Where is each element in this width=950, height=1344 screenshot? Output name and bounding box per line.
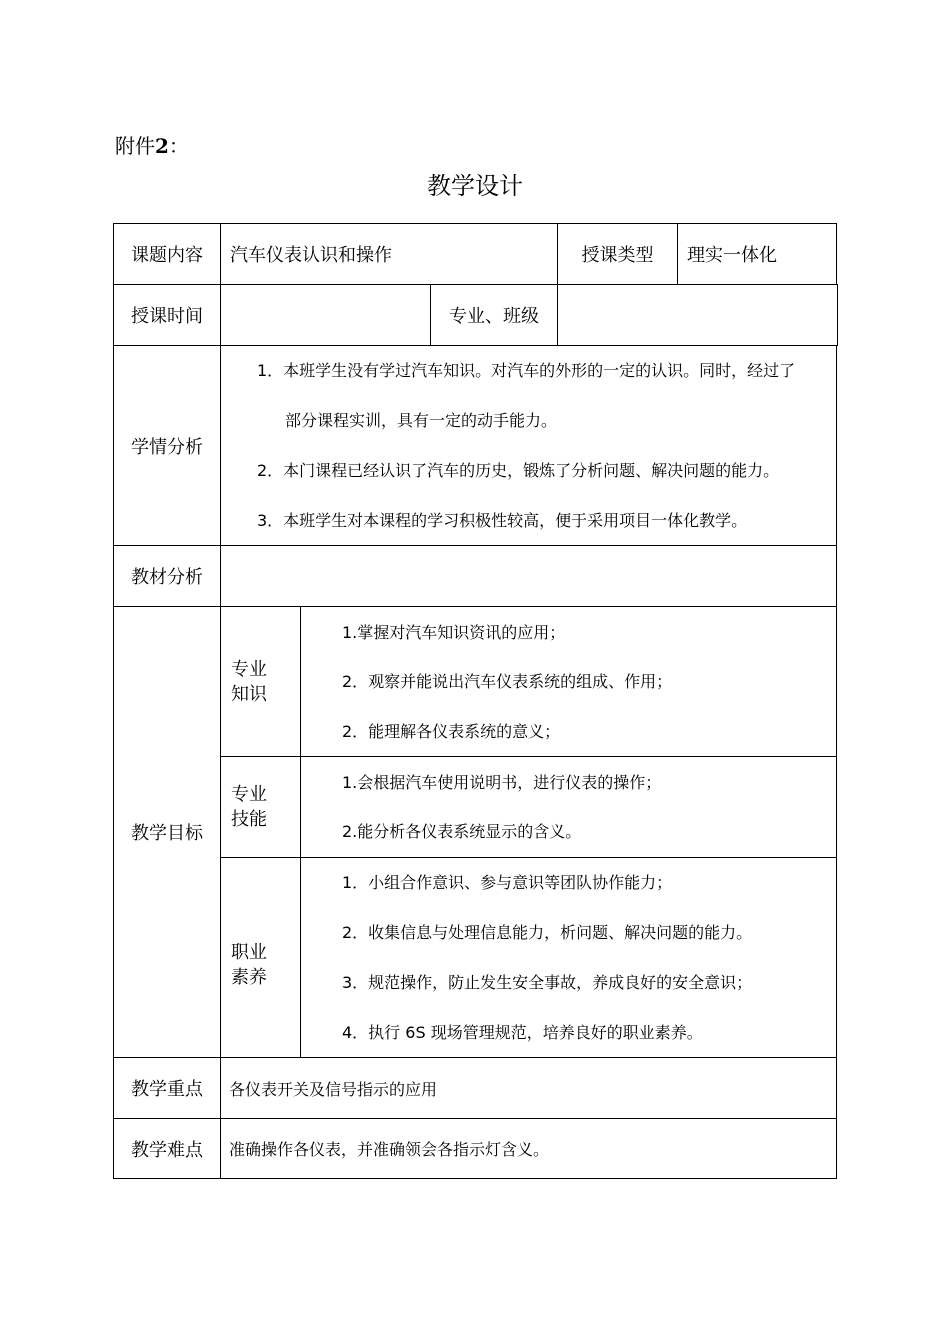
- difficulty-value: 准确操作各仪表，并准确领会各指示灯含义。: [220, 1118, 837, 1179]
- attachment-text: 附件: [115, 134, 155, 158]
- knowledge-line-2: 2．观察并能说出汽车仪表系统的组成、作用；: [342, 672, 673, 691]
- quality-label: [220, 857, 301, 1058]
- time-value: [220, 284, 431, 346]
- type-value: 理实一体化: [677, 223, 837, 285]
- learner-label: 学情分析: [113, 345, 221, 546]
- objectives-label: 教学目标: [113, 606, 221, 1058]
- learner-line-4: 3．本班学生对本课程的学习积极性较高，便于采用项目一体化教学。: [257, 511, 748, 530]
- material-value: [220, 545, 837, 607]
- learner-line-3: 2．本门课程已经认识了汽车的历史，锻炼了分析问题、解决问题的能力。: [257, 461, 780, 480]
- keypoint-label: 教学重点: [113, 1057, 221, 1119]
- quality-line-4: 4．执行 6S 现场管理规范，培养良好的职业素养。: [342, 1023, 703, 1042]
- skills-content: [300, 756, 837, 858]
- skills-line-1: 1.会根据汽车使用说明书，进行仪表的操作；: [342, 773, 662, 792]
- knowledge-line-1: 1.掌握对汽车知识资讯的应用；: [342, 623, 566, 642]
- document-title: 教学设计: [427, 172, 523, 200]
- learner-content: [220, 345, 837, 546]
- skills-line-2: 2.能分析各仪表系统显示的含义。: [342, 822, 582, 841]
- topic-value: 汽车仪表认识和操作: [220, 223, 558, 285]
- skills-label-line-1: 专业: [231, 784, 267, 805]
- keypoint-value: 各仪表开关及信号指示的应用: [220, 1057, 837, 1119]
- knowledge-label-line-2: 知识: [231, 683, 267, 705]
- skills-label: [220, 756, 301, 858]
- major-value: [557, 284, 838, 346]
- quality-line-3: 3．规范操作，防止发生安全事故，养成良好的安全意识；: [342, 973, 753, 992]
- attachment-number: 2: [155, 134, 169, 158]
- quality-label-line-2: 素养: [231, 966, 267, 988]
- skills-label-line-2: 技能: [231, 809, 267, 830]
- attachment-label: [115, 130, 189, 159]
- difficulty-label: 教学难点: [113, 1118, 221, 1179]
- topic-label: 课题内容: [113, 223, 221, 285]
- time-label: 授课时间: [113, 284, 221, 346]
- major-label: 专业、班级: [430, 284, 558, 346]
- knowledge-line-3: 2．能理解各仪表系统的意义；: [342, 722, 561, 741]
- knowledge-content: [300, 606, 837, 757]
- type-label: 授课类型: [557, 223, 678, 285]
- quality-content: [300, 857, 837, 1058]
- learner-line-1: 1．本班学生没有学过汽车知识。对汽车的外形的一定的认识。同时，经过了: [257, 361, 796, 380]
- knowledge-label: [220, 606, 301, 757]
- attachment-colon: ：: [168, 134, 189, 158]
- learner-line-2: 部分课程实训，具有一定的动手能力。: [285, 411, 558, 430]
- quality-line-1: 1．小组合作意识、参与意识等团队协作能力；: [342, 873, 673, 892]
- knowledge-label-line-1: 专业: [231, 658, 267, 680]
- material-label: 教材分析: [113, 545, 221, 607]
- quality-label-line-1: 职业: [231, 941, 267, 963]
- quality-line-2: 2．收集信息与处理信息能力，析问题、解决问题的能力。: [342, 923, 753, 942]
